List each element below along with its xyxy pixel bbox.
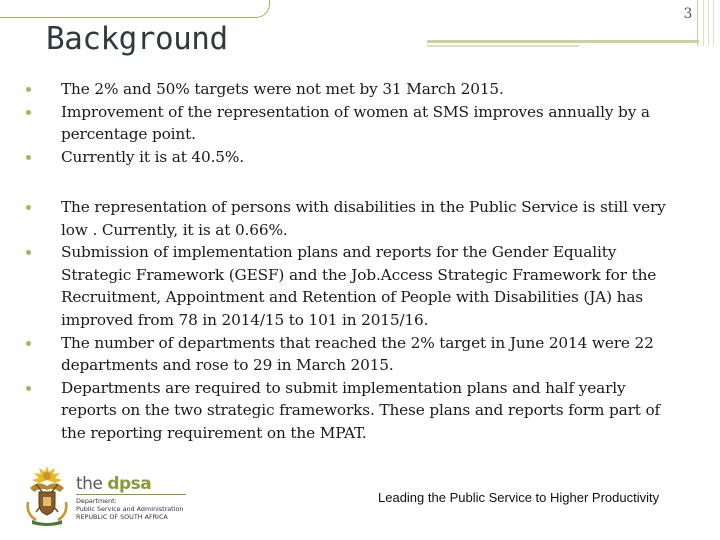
logo-wordmark (76, 474, 151, 494)
bullet-text: Submission of implementation plans and reports for the Gender Equality Strategic Framework (GESF) and the Job.Access Strategic Framework for the Recruitment, Appointment and Retention of People with Disabilities (JA) has improved from 78 in 2014/15 to 101 in 2015/16. (61, 243, 657, 329)
header-accent-bar-secondary (427, 45, 579, 47)
bullet-item (24, 78, 684, 101)
logo-line: Public Service and Administration (76, 505, 184, 514)
dpsa-logo (22, 460, 192, 530)
coat-of-arms-icon (22, 462, 72, 528)
slide-title: Background (46, 21, 228, 57)
header-accent-bar (427, 40, 699, 43)
bullet-dot-icon (26, 155, 31, 160)
bullet-item (24, 101, 684, 146)
bullet-list-summary (24, 78, 684, 168)
bullet-item (24, 196, 684, 241)
bullet-item (24, 146, 684, 169)
corner-line (703, 0, 704, 46)
logo-department-text (76, 497, 194, 522)
logo-word-dpsa: dpsa (107, 474, 152, 494)
bullet-text: Improvement of the representation of women at SMS improves annually by a percentage point. (61, 102, 650, 144)
bullet-item (24, 332, 684, 377)
logo-divider (76, 494, 186, 495)
bullet-item (24, 377, 684, 445)
bullet-dot-icon (26, 341, 31, 346)
slide-number: 3 (683, 6, 693, 22)
logo-line: Department: (76, 497, 117, 505)
bullet-dot-icon (26, 250, 31, 255)
bullet-dot-icon (26, 386, 31, 391)
logo-word-the: the (76, 474, 108, 494)
bullet-text: Currently it is at 40.5%. (61, 147, 244, 166)
bullet-list-details (24, 196, 684, 445)
bullet-item (24, 241, 684, 331)
bullet-dot-icon (26, 205, 31, 210)
bullet-text: The 2% and 50% targets were not met by 31 March 2015. (61, 80, 504, 98)
footer-tagline: Leading the Public Service to Higher Productivity (378, 490, 660, 505)
bullet-text: The representation of persons with disabilities in the Public Service is still very low . Currently, it is at 0.66%. (61, 198, 666, 239)
corner-line (708, 0, 709, 46)
corner-line (713, 0, 714, 46)
bullet-dot-icon (26, 87, 31, 92)
bullet-text: Departments are required to submit implementation plans and half yearly reports on the two strategic frameworks. These plans and reports form part of the reporting requirement on the MPAT. (61, 378, 661, 442)
logo-line: REPUBLIC OF SOUTH AFRICA (76, 513, 168, 522)
bullet-text: The number of departments that reached the 2% target in June 2014 were 22 departments and rose to 29 in March 2015. (61, 333, 654, 375)
top-frame-decoration (0, 0, 270, 18)
bullet-dot-icon (26, 110, 31, 115)
